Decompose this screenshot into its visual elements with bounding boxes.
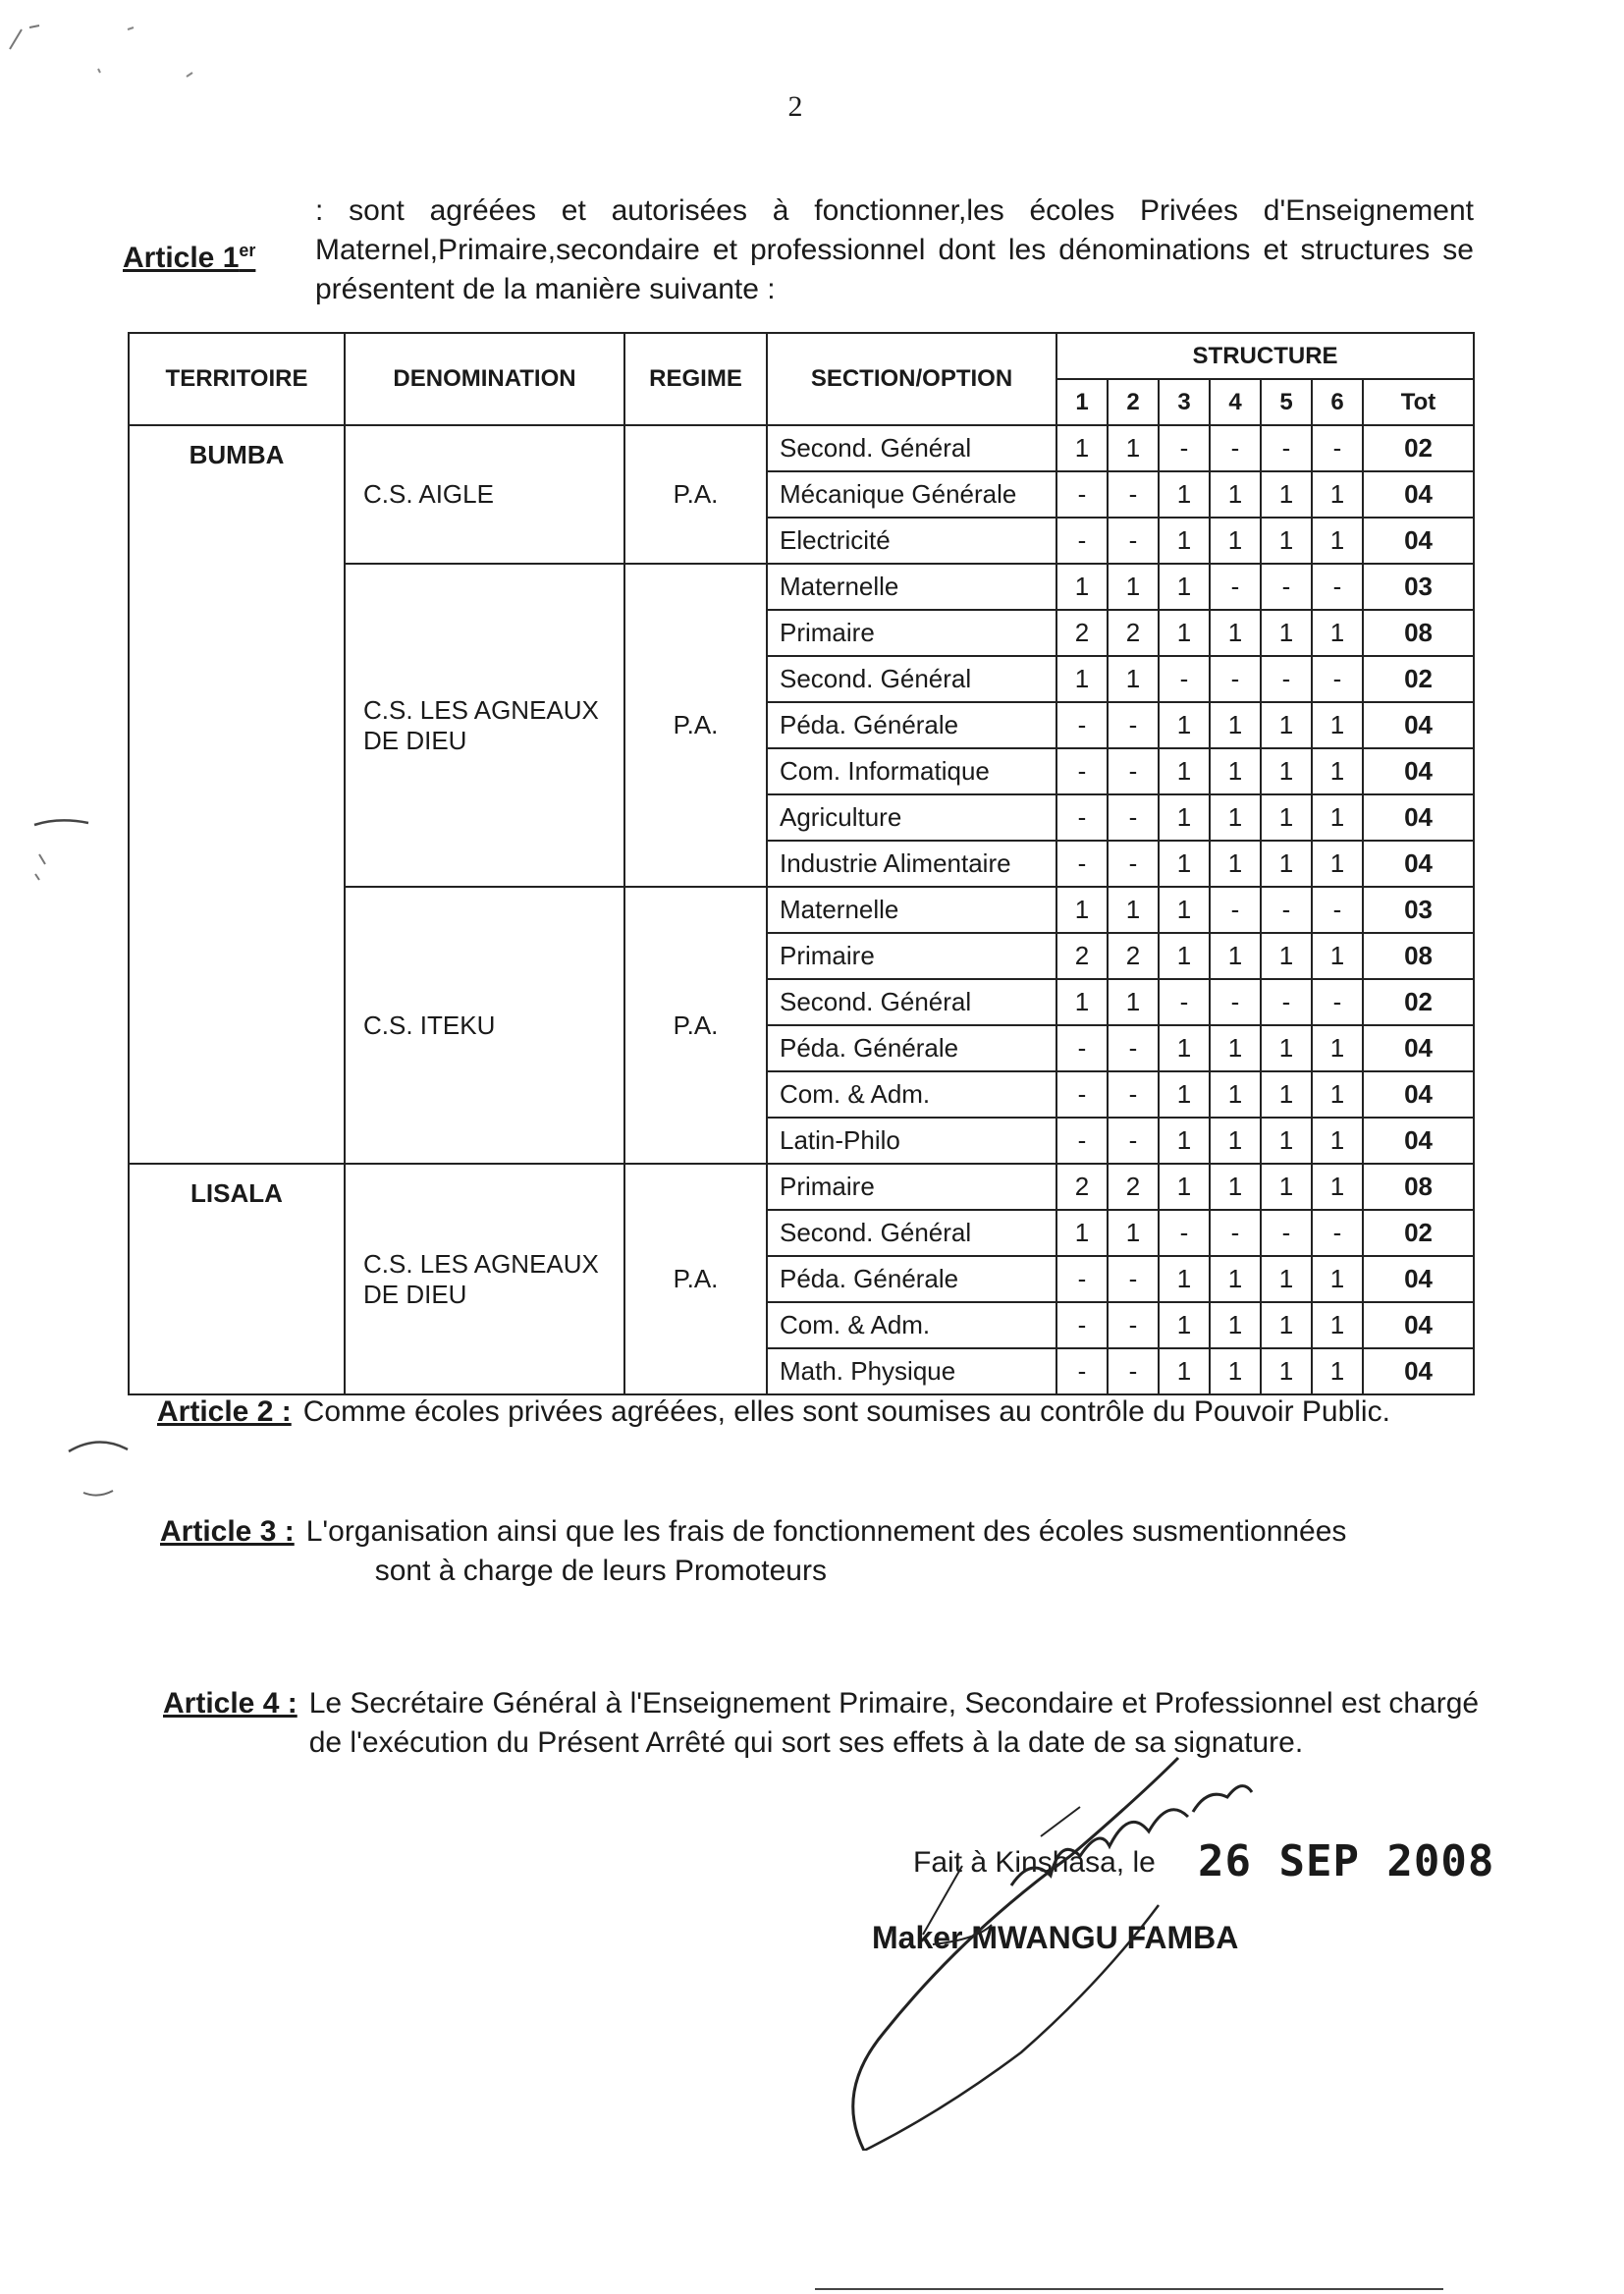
header-level-6: 6 — [1312, 379, 1363, 425]
cell-total: 03 — [1363, 887, 1474, 933]
cell-level-3: 1 — [1159, 610, 1210, 656]
cell-section: Com. & Adm. — [767, 1302, 1056, 1348]
cell-level-5: 1 — [1261, 702, 1312, 748]
cell-level-1: - — [1056, 702, 1108, 748]
cell-section: Second. Général — [767, 1210, 1056, 1256]
cell-level-1: - — [1056, 841, 1108, 887]
cell-level-6: - — [1312, 1210, 1363, 1256]
header-territoire: TERRITOIRE — [129, 333, 345, 425]
cell-level-1: - — [1056, 1256, 1108, 1302]
cell-level-3: 1 — [1159, 1118, 1210, 1164]
table-row — [129, 1164, 1474, 1210]
cell-level-5: - — [1261, 425, 1312, 471]
cell-level-2: 2 — [1108, 933, 1159, 979]
place-date-line: Fait à Kinshasa, le — [913, 1846, 1156, 1879]
cell-level-6: - — [1312, 656, 1363, 702]
cell-level-2: - — [1108, 794, 1159, 841]
cell-level-5: - — [1261, 656, 1312, 702]
cell-level-1: - — [1056, 471, 1108, 518]
cell-level-2: - — [1108, 748, 1159, 794]
cell-denomination: C.S. AIGLE — [345, 425, 624, 564]
cell-level-5: - — [1261, 887, 1312, 933]
cell-level-6: 1 — [1312, 471, 1363, 518]
cell-total: 04 — [1363, 1348, 1474, 1394]
cell-section: Mécanique Générale — [767, 471, 1056, 518]
cell-section: Agriculture — [767, 794, 1056, 841]
cell-level-6: 1 — [1312, 1348, 1363, 1394]
cell-level-4: 1 — [1210, 1118, 1261, 1164]
cell-level-3: - — [1159, 425, 1210, 471]
header-level-1: 1 — [1056, 379, 1108, 425]
cell-level-2: - — [1108, 1256, 1159, 1302]
cell-level-6: 1 — [1312, 518, 1363, 564]
cell-section: Maternelle — [767, 564, 1056, 610]
cell-level-6: - — [1312, 979, 1363, 1025]
cell-level-1: 1 — [1056, 887, 1108, 933]
cell-level-2: - — [1108, 1302, 1159, 1348]
cell-level-4: 1 — [1210, 702, 1261, 748]
cell-level-2: 1 — [1108, 564, 1159, 610]
cell-level-3: 1 — [1159, 1302, 1210, 1348]
cell-level-4: - — [1210, 656, 1261, 702]
cell-section: Péda. Générale — [767, 702, 1056, 748]
cell-level-4: 1 — [1210, 610, 1261, 656]
cell-level-1: 1 — [1056, 425, 1108, 471]
cell-total: 04 — [1363, 1256, 1474, 1302]
cell-level-6: 1 — [1312, 1256, 1363, 1302]
cell-section: Electricité — [767, 518, 1056, 564]
cell-level-1: - — [1056, 1025, 1108, 1071]
cell-level-5: 1 — [1261, 518, 1312, 564]
cell-denomination: C.S. ITEKU — [345, 887, 624, 1164]
cell-level-3: 1 — [1159, 1256, 1210, 1302]
cell-level-5: - — [1261, 1210, 1312, 1256]
cell-level-3: 1 — [1159, 841, 1210, 887]
article-2-label: Article 2 : — [157, 1395, 292, 1428]
cell-level-5: 1 — [1261, 933, 1312, 979]
header-structure: STRUCTURE — [1056, 333, 1474, 379]
cell-level-5: 1 — [1261, 841, 1312, 887]
cell-level-1: - — [1056, 748, 1108, 794]
cell-level-5: 1 — [1261, 471, 1312, 518]
cell-level-6: 1 — [1312, 748, 1363, 794]
cell-level-2: 1 — [1108, 887, 1159, 933]
cell-level-3: 1 — [1159, 794, 1210, 841]
cell-level-3: 1 — [1159, 1164, 1210, 1210]
cell-level-3: 1 — [1159, 887, 1210, 933]
cell-level-1: - — [1056, 794, 1108, 841]
cell-level-6: 1 — [1312, 933, 1363, 979]
cell-section: Primaire — [767, 1164, 1056, 1210]
article-1-label: Article 1er — [123, 241, 256, 274]
cell-territoire: BUMBA — [129, 425, 345, 1164]
cell-level-4: - — [1210, 887, 1261, 933]
article-2 — [157, 1393, 1512, 1432]
cell-level-4: 1 — [1210, 471, 1261, 518]
cell-level-6: 1 — [1312, 1025, 1363, 1071]
cell-section: Com. & Adm. — [767, 1071, 1056, 1118]
table-row — [129, 425, 1474, 471]
cell-regime: P.A. — [624, 564, 767, 887]
cell-level-5: - — [1261, 979, 1312, 1025]
cell-section: Péda. Générale — [767, 1256, 1056, 1302]
cell-level-4: 1 — [1210, 1025, 1261, 1071]
header-level-4: 4 — [1210, 379, 1261, 425]
article-3-label: Article 3 : — [160, 1515, 295, 1548]
cell-level-4: 1 — [1210, 1348, 1261, 1394]
cell-level-2: - — [1108, 841, 1159, 887]
cell-level-4: 1 — [1210, 841, 1261, 887]
cell-level-4: 1 — [1210, 1164, 1261, 1210]
cell-level-4: 1 — [1210, 1071, 1261, 1118]
cell-level-5: 1 — [1261, 1118, 1312, 1164]
cell-total: 08 — [1363, 1164, 1474, 1210]
article-3-text: L'organisation ainsi que les frais de fonctionnement des écoles susmentionnées sont à charge de leurs Promoteurs — [305, 1515, 1347, 1587]
header-tot: Tot — [1363, 379, 1474, 425]
cell-level-2: - — [1108, 1118, 1159, 1164]
cell-level-4: 1 — [1210, 794, 1261, 841]
cell-level-4: 1 — [1210, 1256, 1261, 1302]
header-level-5: 5 — [1261, 379, 1312, 425]
cell-denomination: C.S. LES AGNEAUX DE DIEU — [345, 564, 624, 887]
cell-level-2: 1 — [1108, 425, 1159, 471]
article-4-text: Le Secrétaire Général à l'Enseignement Primaire, Secondaire et Professionnel est chargé de l'exécution du Présent Arrêté qui sort ses effets à la date de sa signature. — [308, 1687, 1480, 1759]
cell-section: Industrie Alimentaire — [767, 841, 1056, 887]
cell-level-2: - — [1108, 1025, 1159, 1071]
cell-section: Péda. Générale — [767, 1025, 1056, 1071]
cell-level-1: - — [1056, 1348, 1108, 1394]
cell-total: 04 — [1363, 748, 1474, 794]
article-3 — [160, 1512, 1515, 1591]
cell-level-6: 1 — [1312, 1302, 1363, 1348]
cell-total: 02 — [1363, 1210, 1474, 1256]
cell-total: 08 — [1363, 610, 1474, 656]
cell-level-1: 2 — [1056, 933, 1108, 979]
cell-level-4: 1 — [1210, 748, 1261, 794]
cell-level-1: 2 — [1056, 1164, 1108, 1210]
cell-level-5: 1 — [1261, 610, 1312, 656]
cell-level-3: 1 — [1159, 1025, 1210, 1071]
cell-total: 04 — [1363, 794, 1474, 841]
cell-regime: P.A. — [624, 1164, 767, 1394]
cell-level-5: 1 — [1261, 1256, 1312, 1302]
cell-total: 08 — [1363, 933, 1474, 979]
cell-total: 04 — [1363, 518, 1474, 564]
cell-level-3: 1 — [1159, 471, 1210, 518]
cell-level-2: - — [1108, 1071, 1159, 1118]
cell-level-5: 1 — [1261, 1164, 1312, 1210]
cell-level-3: 1 — [1159, 1348, 1210, 1394]
cell-level-2: 2 — [1108, 610, 1159, 656]
cell-section: Primaire — [767, 933, 1056, 979]
cell-level-3: 1 — [1159, 933, 1210, 979]
cell-section: Second. Général — [767, 425, 1056, 471]
table-header-row — [129, 333, 1474, 379]
cell-level-1: 1 — [1056, 656, 1108, 702]
cell-level-5: - — [1261, 564, 1312, 610]
cell-level-1: - — [1056, 1302, 1108, 1348]
cell-denomination: C.S. LES AGNEAUX DE DIEU — [345, 1164, 624, 1394]
cell-section: Primaire — [767, 610, 1056, 656]
cell-regime: P.A. — [624, 887, 767, 1164]
cell-level-6: 1 — [1312, 610, 1363, 656]
cell-level-6: - — [1312, 887, 1363, 933]
cell-level-1: - — [1056, 1071, 1108, 1118]
cell-total: 04 — [1363, 1302, 1474, 1348]
header-section: SECTION/OPTION — [767, 333, 1056, 425]
cell-total: 04 — [1363, 1118, 1474, 1164]
cell-level-5: 1 — [1261, 1302, 1312, 1348]
footer-rule — [815, 2288, 1443, 2290]
cell-level-2: 2 — [1108, 1164, 1159, 1210]
cell-level-3: 1 — [1159, 1071, 1210, 1118]
cell-level-6: 1 — [1312, 1118, 1363, 1164]
cell-level-4: - — [1210, 1210, 1261, 1256]
cell-level-3: - — [1159, 656, 1210, 702]
cell-level-5: 1 — [1261, 1348, 1312, 1394]
article-4 — [163, 1684, 1518, 1763]
cell-level-4: - — [1210, 564, 1261, 610]
cell-level-6: 1 — [1312, 794, 1363, 841]
cell-level-2: - — [1108, 471, 1159, 518]
cell-level-2: 1 — [1108, 1210, 1159, 1256]
article-1-text: : sont agréées et autorisées à fonctionner,les écoles Privées d'Enseignement Maternel,Primaire,secondaire et professionnel dont les dénominations et structures se présentent de la manière suivante : — [315, 194, 1474, 305]
cell-level-1: 1 — [1056, 1210, 1108, 1256]
cell-total: 04 — [1363, 1025, 1474, 1071]
cell-level-3: - — [1159, 1210, 1210, 1256]
cell-level-6: 1 — [1312, 1164, 1363, 1210]
cell-level-2: - — [1108, 702, 1159, 748]
cell-level-3: 1 — [1159, 702, 1210, 748]
cell-territoire: LISALA — [129, 1164, 345, 1394]
cell-total: 04 — [1363, 702, 1474, 748]
cell-level-6: 1 — [1312, 702, 1363, 748]
cell-total: 04 — [1363, 471, 1474, 518]
cell-total: 02 — [1363, 656, 1474, 702]
table-body — [129, 425, 1474, 1394]
cell-level-2: - — [1108, 518, 1159, 564]
header-level-2: 2 — [1108, 379, 1159, 425]
cell-level-5: 1 — [1261, 1025, 1312, 1071]
cell-level-1: 2 — [1056, 610, 1108, 656]
signer-name: Maker MWANGU FAMBA — [872, 1920, 1239, 1955]
cell-level-1: - — [1056, 518, 1108, 564]
cell-section: Math. Physique — [767, 1348, 1056, 1394]
cell-total: 03 — [1363, 564, 1474, 610]
cell-total: 04 — [1363, 841, 1474, 887]
stamp-date: 26 SEP 2008 — [1198, 1836, 1495, 1886]
cell-level-4: 1 — [1210, 1302, 1261, 1348]
cell-level-4: 1 — [1210, 933, 1261, 979]
cell-level-3: - — [1159, 979, 1210, 1025]
cell-level-6: - — [1312, 425, 1363, 471]
cell-level-5: 1 — [1261, 794, 1312, 841]
cell-regime: P.A. — [624, 425, 767, 564]
cell-level-1: - — [1056, 1118, 1108, 1164]
cell-level-2: 1 — [1108, 979, 1159, 1025]
cell-section: Latin-Philo — [767, 1118, 1056, 1164]
cell-level-6: 1 — [1312, 841, 1363, 887]
header-level-3: 3 — [1159, 379, 1210, 425]
cell-level-2: 1 — [1108, 656, 1159, 702]
school-structure-table — [128, 332, 1475, 1395]
header-regime: REGIME — [624, 333, 767, 425]
cell-total: 02 — [1363, 425, 1474, 471]
cell-level-3: 1 — [1159, 564, 1210, 610]
cell-section: Second. Général — [767, 656, 1056, 702]
cell-level-4: 1 — [1210, 518, 1261, 564]
cell-level-3: 1 — [1159, 518, 1210, 564]
cell-section: Com. Informatique — [767, 748, 1056, 794]
cell-level-6: - — [1312, 564, 1363, 610]
cell-total: 04 — [1363, 1071, 1474, 1118]
cell-level-1: 1 — [1056, 564, 1108, 610]
header-denomination: DENOMINATION — [345, 333, 624, 425]
cell-level-3: 1 — [1159, 748, 1210, 794]
cell-level-4: - — [1210, 425, 1261, 471]
cell-level-5: 1 — [1261, 1071, 1312, 1118]
cell-level-2: - — [1108, 1348, 1159, 1394]
article-2-text: Comme écoles privées agréées, elles sont soumises au contrôle du Pouvoir Public. — [302, 1395, 1390, 1428]
cell-level-1: 1 — [1056, 979, 1108, 1025]
article-4-label: Article 4 : — [163, 1687, 298, 1720]
cell-level-5: 1 — [1261, 748, 1312, 794]
cell-level-6: 1 — [1312, 1071, 1363, 1118]
page-number: 2 — [787, 90, 803, 123]
cell-section: Second. Général — [767, 979, 1056, 1025]
cell-level-4: - — [1210, 979, 1261, 1025]
cell-section: Maternelle — [767, 887, 1056, 933]
cell-total: 02 — [1363, 979, 1474, 1025]
